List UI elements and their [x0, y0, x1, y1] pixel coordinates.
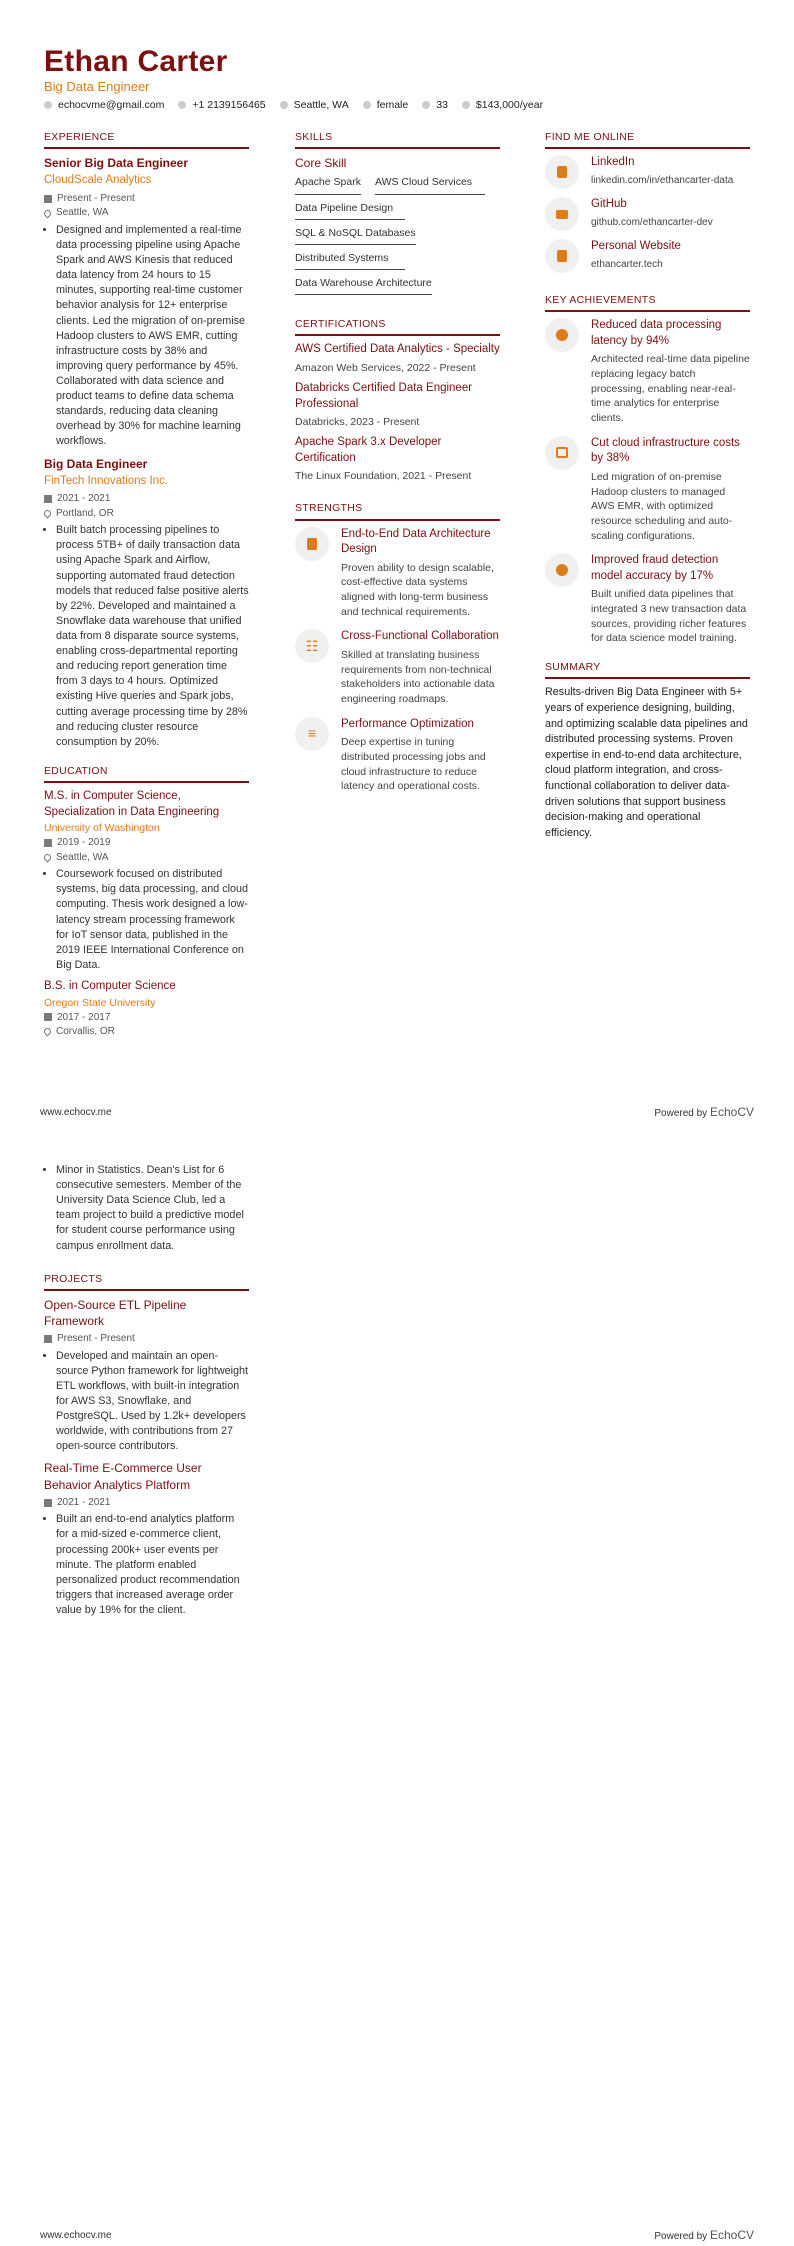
school-name: Oregon State University — [44, 996, 156, 1009]
job-location: Portland, OR — [56, 507, 114, 519]
strength-title: Cross-Functional Collaboration — [341, 630, 499, 643]
salary-text: $143,000/year — [475, 99, 544, 111]
link-name[interactable]: GitHub — [591, 198, 627, 211]
achievement-item — [545, 553, 750, 646]
link-url[interactable]: github.com/ethancarter-dev — [591, 216, 713, 228]
website-icon — [545, 239, 579, 273]
edu-dates: 2019 - 2019 — [57, 837, 111, 849]
cert-name: Databricks Certified Data Engineer Professional — [295, 382, 473, 410]
job-company: CloudScale Analytics — [44, 174, 152, 187]
strength-title: End-to-End Data Architecture Design — [341, 527, 491, 556]
age-text: 33 — [436, 99, 448, 111]
achievements-heading: KEY ACHIEVEMENTS — [545, 293, 750, 312]
job-dates: 2021 - 2021 — [57, 493, 111, 505]
cert-name: Apache Spark 3.x Developer Certification — [295, 436, 442, 464]
calendar-icon — [545, 436, 579, 470]
phone-icon — [178, 101, 186, 109]
projects-heading: PROJECTS — [44, 1272, 249, 1291]
summary-text: Results-driven Big Data Engineer with 5+ years of experience designing, building, and optimizing scalable data pipelines and distributed processing systems. Proven expertise in end-to-end data architecture, cloud platform integration, and cross-functional collaboration to deliver data-driven solutions that support business decision-making and operational efficiency. — [545, 686, 748, 839]
certifications-heading: CERTIFICATIONS — [295, 317, 500, 336]
candidate-role: Big Data Engineer — [44, 79, 150, 94]
strength-item — [295, 629, 500, 706]
edu-location: Corvallis, OR — [56, 1026, 115, 1038]
page-footer — [40, 2227, 754, 2244]
calendar-icon — [44, 495, 52, 503]
cert-issuer: The Linux Foundation, 2021 - Present — [295, 470, 472, 483]
project-dates: 2021 - 2021 — [57, 1496, 111, 1508]
skill-item: Distributed Systems — [295, 251, 405, 270]
school-name: University of Washington — [44, 822, 160, 835]
sliders-icon: ☷ — [295, 629, 329, 663]
github-icon — [545, 197, 579, 231]
achievement-item — [545, 436, 750, 543]
experience-heading: EXPERIENCE — [44, 130, 249, 149]
bitcoin-icon — [545, 553, 579, 587]
email-icon — [44, 101, 52, 109]
powered-by-text: Powered by — [654, 2231, 708, 2242]
link-url[interactable]: linkedin.com/in/ethancarter-data — [591, 174, 734, 186]
location-text: Seattle, WA — [293, 99, 349, 111]
candidate-name: Ethan Carter — [44, 45, 228, 78]
linkedin-icon — [545, 155, 579, 189]
education-item — [44, 979, 249, 1039]
achievement-item — [545, 318, 750, 425]
contact-bar — [44, 98, 543, 112]
location-pin-icon — [43, 853, 53, 863]
edu-location: Seattle, WA — [56, 851, 109, 863]
job-company: FinTech Innovations Inc. — [44, 474, 169, 487]
job-description: • Designed and implemented a real-time data processing pipeline using Apache Spark and AWS Kinesis that reduced data latency from 24 hours to 15 minutes, supporting real-time customer behavior analysis for 12+ enterprise clients. Led the migration of on-premise Hadoop clusters to AWS EMR, cutting infrastructure costs by 38% and improving query performance by 45%. Collaborated with data science and product teams to define data schema standards, reducing data cleaning overhead by 30% for machine learning workflows. — [56, 223, 249, 450]
brand-logo[interactable]: EchoCV — [709, 2228, 754, 2242]
edu-dates: 2017 - 2017 — [57, 1011, 111, 1023]
age-icon — [422, 101, 430, 109]
strength-desc: Proven ability to design scalable, cost-effective data systems aligned with long-term business and technical requirements. — [341, 561, 494, 618]
cert-issuer: Amazon Web Services, 2022 - Present — [295, 361, 476, 374]
brand-logo[interactable]: EchoCV — [709, 1105, 754, 1119]
project-dates: Present - Present — [57, 1333, 135, 1345]
filter-icon: ≡ — [295, 717, 329, 751]
calendar-icon — [44, 1335, 52, 1343]
euro-icon — [545, 318, 579, 352]
job-description: • Built batch processing pipelines to process 5TB+ of daily transaction data using Apache Spark and Airflow, supporting automated fraud detection models that reduced false positive alerts by 22%. Developed and maintained a Snowflake data warehouse that unified data from 8 disparate source systems, enabling cross-departmental reporting and reducing report generation time from 3 days to 4 hours. Optimized existing Hive queries and Spark jobs, cutting average processing time by 28% and reducing cluster resource consumption by 20%. — [56, 523, 249, 750]
achievement-title: Reduced data processing latency by 94% — [591, 319, 722, 347]
calendar-icon — [44, 839, 52, 847]
experience-item — [44, 456, 249, 750]
achievement-title: Improved fraud detection model accuracy by 17% — [591, 554, 719, 582]
achievement-title: Cut cloud infrastructure costs by 38% — [591, 436, 740, 465]
achievement-desc: Built unified data pipelines that integrated 3 new transaction data sources, providing richer features for data science model training. — [591, 588, 747, 645]
footer-site-link[interactable]: www.echocv.me — [40, 2229, 112, 2241]
cert-issuer: Databricks, 2023 - Present — [295, 416, 420, 429]
link-name[interactable]: Personal Website — [591, 240, 681, 253]
find-me-heading: FIND ME ONLINE — [545, 130, 750, 149]
core-skill-heading: Core Skill — [295, 156, 347, 171]
project-item — [44, 1297, 249, 1455]
right-column — [545, 130, 750, 842]
job-title: Big Data Engineer — [44, 456, 148, 471]
job-location: Seattle, WA — [56, 207, 109, 219]
strengths-heading: STRENGTHS — [295, 501, 500, 520]
skill-item: AWS Cloud Services — [375, 175, 485, 194]
calendar-icon — [44, 1499, 52, 1507]
education-item — [44, 789, 249, 973]
location-pin-icon — [43, 208, 53, 218]
edu-description: • Minor in Statistics. Dean's List for 6 consecutive semesters. Member of the University Data Science Club, led a team project to build a predictive model for student course performance using campus enrollment data. — [56, 1163, 249, 1254]
document-icon — [295, 527, 329, 561]
summary-heading: SUMMARY — [545, 660, 750, 679]
email-text[interactable]: echocvme@gmail.com — [58, 99, 165, 111]
location-pin-icon — [43, 1027, 53, 1037]
location-icon — [280, 101, 288, 109]
job-dates: Present - Present — [57, 192, 135, 204]
footer-site-link[interactable]: www.echocv.me — [40, 1106, 112, 1118]
project-title: Open-Source ETL Pipeline Framework — [44, 1297, 187, 1329]
project-item — [44, 1460, 249, 1618]
middle-column — [295, 130, 500, 804]
project-description: • Built an end-to-end analytics platform for a mid-sized e-commerce client, processing 200k+ user events per minute. The platform enabled personalized product recommendation triggers that increased average order value by 19% for the client. — [56, 1512, 249, 1618]
phone-text[interactable]: +1 2139156465 — [192, 99, 266, 111]
achievement-desc: Architected real-time data pipeline replacing legacy batch processing, enabling near-real-time analytics for enterprise clients. — [591, 353, 750, 425]
project-description: • Developed and maintain an open-source Python framework for lightweight ETL workflows, with built-in integration for AWS S3, Snowflake, and PostgreSQL. Used by 1.2k+ developers worldwide, with contributions from 27 open-source contributors. — [56, 1349, 249, 1455]
skills-heading: SKILLS — [295, 130, 500, 149]
skill-item: SQL & NoSQL Databases — [295, 226, 416, 245]
skill-item: Data Pipeline Design — [295, 201, 405, 220]
education-heading: EDUCATION — [44, 764, 249, 783]
skills-list — [295, 175, 500, 295]
edu-description: • Coursework focused on distributed systems, big data processing, and cloud computing. Thesis work designed a low-latency stream processing framework for IoT sensor data, published in the 2019 IEEE International Conference on Big Data. — [56, 867, 249, 973]
salary-icon — [462, 101, 470, 109]
skill-item: Data Warehouse Architecture — [295, 276, 432, 295]
project-title: Real-Time E-Commerce User Behavior Analytics Platform — [44, 1461, 202, 1492]
link-name[interactable]: LinkedIn — [591, 156, 635, 169]
page-footer — [40, 1104, 754, 1121]
job-title: Senior Big Data Engineer — [44, 156, 189, 171]
resume-page-2 — [0, 1123, 794, 2246]
strength-item — [295, 717, 500, 794]
cert-name: AWS Certified Data Analytics - Specialty — [295, 343, 500, 356]
calendar-icon — [44, 195, 52, 203]
strength-item — [295, 527, 500, 620]
left-column-continued — [44, 1163, 249, 1624]
skill-item: Apache Spark — [295, 175, 361, 194]
gender-icon — [363, 101, 371, 109]
experience-item — [44, 155, 249, 449]
powered-by-text: Powered by — [654, 1108, 708, 1119]
link-item[interactable] — [545, 239, 750, 273]
left-column — [44, 130, 249, 1040]
strength-desc: Deep expertise in tuning distributed processing jobs and cloud infrastructure to reduce latency and operational costs. — [341, 736, 486, 793]
gender-text: female — [376, 99, 409, 111]
degree-title: M.S. in Computer Science, Specialization in Data Engineering — [44, 790, 220, 818]
calendar-icon — [44, 1013, 52, 1021]
link-item[interactable] — [545, 155, 750, 189]
achievement-desc: Led migration of on-premise Hadoop clusters to managed AWS EMR, with optimized resource scheduling and auto-scaling configurations. — [591, 470, 733, 542]
degree-title: B.S. in Computer Science — [44, 980, 176, 992]
strength-title: Performance Optimization — [341, 717, 474, 730]
location-pin-icon — [43, 509, 53, 519]
strength-desc: Skilled at translating business requirements from non-technical stakeholders into actionable data engineering roadmaps. — [341, 648, 495, 706]
link-item[interactable] — [545, 197, 750, 231]
link-url[interactable]: ethancarter.tech — [591, 258, 663, 270]
